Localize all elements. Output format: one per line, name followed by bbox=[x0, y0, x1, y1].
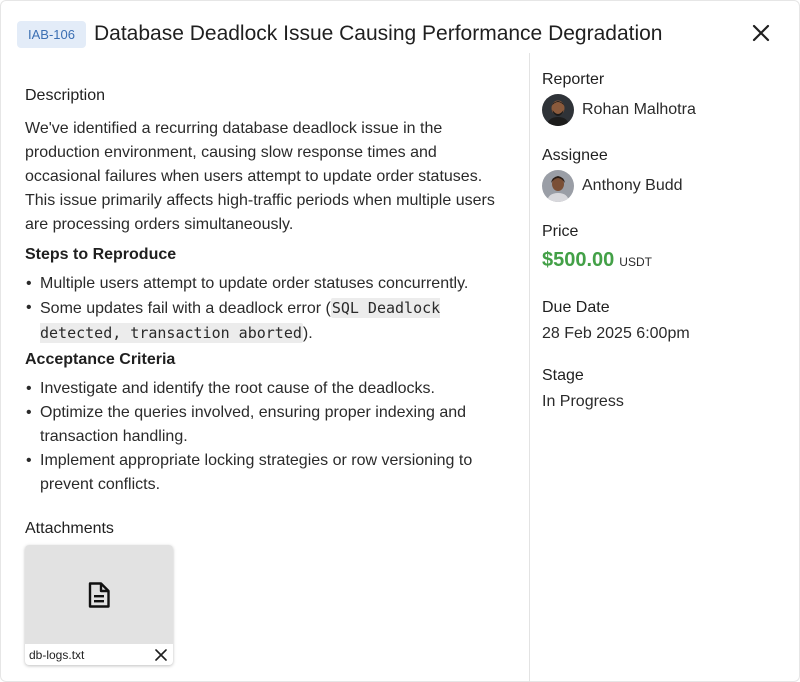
price-value: $500.00 bbox=[542, 249, 615, 271]
modal-header bbox=[1, 1, 800, 53]
assignee-person[interactable] bbox=[542, 170, 782, 202]
price-label: Price bbox=[542, 223, 579, 240]
remove-attachment-button[interactable] bbox=[153, 647, 169, 663]
step-text: Multiple users attempt to update order statuses concurrently. bbox=[40, 275, 469, 292]
due-date-value: 28 Feb 2025 6:00pm bbox=[542, 325, 690, 342]
ticket-sidebar bbox=[542, 69, 782, 413]
price-row bbox=[542, 249, 782, 272]
list-item bbox=[25, 296, 515, 346]
close-button[interactable] bbox=[747, 19, 775, 47]
description-heading: Description bbox=[25, 87, 106, 104]
inline-code: SQL Deadlock detected, transaction aborted bbox=[40, 299, 441, 342]
assignee-avatar bbox=[542, 170, 574, 202]
close-icon bbox=[752, 24, 770, 42]
reporter-field bbox=[542, 69, 782, 145]
step-text-suffix: ). bbox=[302, 325, 313, 342]
assignee-name: Anthony Budd bbox=[582, 177, 683, 194]
due-date-label: Due Date bbox=[542, 299, 610, 316]
assignee-label: Assignee bbox=[542, 147, 608, 164]
acceptance-heading: Acceptance Criteria bbox=[25, 351, 176, 368]
close-icon bbox=[155, 649, 167, 661]
attachment-footer bbox=[25, 644, 173, 665]
reporter-label: Reporter bbox=[542, 71, 605, 88]
step-text-prefix: Some updates fail with a deadlock error ( bbox=[40, 300, 331, 317]
steps-heading: Steps to Reproduce bbox=[25, 246, 177, 263]
assignee-field bbox=[542, 145, 782, 221]
file-document-icon bbox=[88, 582, 110, 608]
list-item bbox=[25, 272, 515, 296]
attachments-heading: Attachments bbox=[25, 520, 114, 537]
ticket-id-badge[interactable]: IAB-106 bbox=[17, 21, 86, 48]
description-text: We've identified a recurring database deadlock issue in the production environment, causing slow response times and occasional failures when users attempt to update order statuses. This issue primarily affects high-traffic periods when multiple users are processing orders simultaneously. bbox=[25, 120, 495, 233]
attachment-card[interactable] bbox=[25, 545, 173, 665]
acceptance-list bbox=[25, 377, 515, 497]
reporter-person[interactable] bbox=[542, 94, 782, 126]
ticket-main-content bbox=[25, 85, 515, 665]
column-divider bbox=[529, 53, 530, 682]
price-currency: USDT bbox=[619, 255, 652, 269]
steps-list bbox=[25, 272, 515, 346]
attachment-preview[interactable] bbox=[25, 545, 173, 644]
stage-field bbox=[542, 365, 782, 413]
reporter-avatar bbox=[542, 94, 574, 126]
list-item: • Implement appropriate locking strategies or row versioning to prevent conflicts. bbox=[25, 449, 515, 497]
list-item: • Optimize the queries involved, ensuring proper indexing and transaction handling. bbox=[25, 401, 515, 449]
ticket-title: Database Deadlock Issue Causing Performance Degradation bbox=[94, 22, 663, 45]
price-field bbox=[542, 221, 782, 297]
stage-label: Stage bbox=[542, 367, 584, 384]
reporter-name: Rohan Malhotra bbox=[582, 101, 696, 118]
list-item: • Investigate and identify the root cause of the deadlocks. bbox=[25, 377, 515, 401]
attachment-filename[interactable]: db-logs.txt bbox=[29, 647, 85, 662]
due-date-field bbox=[542, 297, 782, 365]
stage-value[interactable]: In Progress bbox=[542, 393, 624, 410]
